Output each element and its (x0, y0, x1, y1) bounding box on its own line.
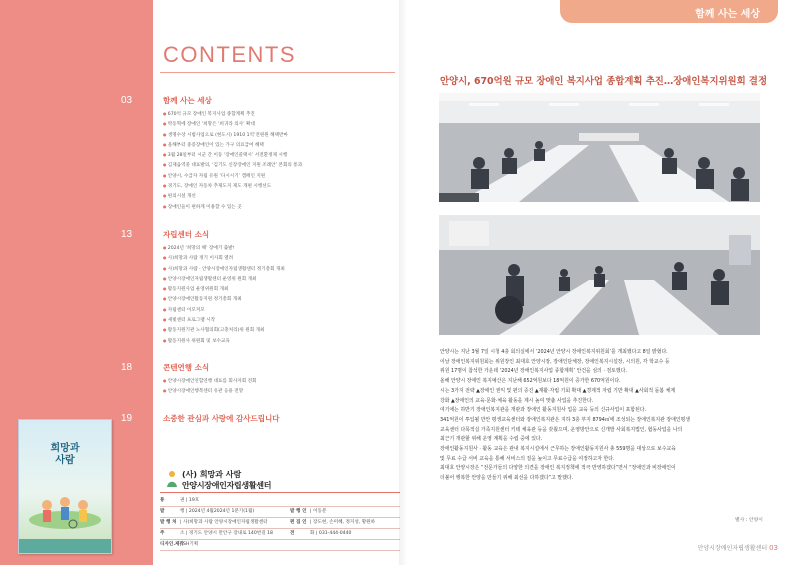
article-line: 최근기 개관할 위해 운영 계획을 수립 중에 있다. (440, 436, 543, 443)
section-tab-label: 함께 사는 세상 (695, 9, 760, 20)
footer-label: 안양시장애인자립생활센터 (697, 545, 768, 552)
org-name: 안양시장애인자립생활센터 (182, 481, 272, 490)
publication-info (160, 496, 400, 551)
toc-item[interactable]: ● 활동지원기관 노사협의회(고충처리)위 원회 개최 (163, 325, 398, 335)
info-row (160, 518, 400, 529)
info-k: 발 (160, 509, 165, 514)
info-k: 주 (160, 531, 165, 536)
article-line: 더불어 행복한 안양을 만들기 위해 최선을 다하겠다”고 말했다. (440, 475, 574, 482)
meeting-photo-image (439, 93, 760, 202)
article-line: 올해 안양시 장애인 복지예산은 지난해 652억원보다 18억원이 증가한 670억원이다. (440, 378, 621, 385)
page-footer (698, 543, 778, 552)
org-name-small: (사) 희망과 사람 (182, 470, 242, 479)
toc-item[interactable]: ● 장애인들이 편하게 이용할 수 있는 곳 (163, 202, 398, 212)
info-v2: | 이동분 (310, 509, 327, 514)
toc-item[interactable]: ● 2024년 ‘희망의 해’ 장애기 출발! (163, 243, 398, 253)
toc-item[interactable]: ● 자립센터 이모저모 (163, 305, 398, 315)
info-divider (160, 492, 400, 493)
article-line: 교육센터 다목적실 가족지원센터 키테 체육관 등을 갖췄으며, 운영방안으로 신개발 사회복지법인, 협동사업을 나의 (440, 426, 683, 433)
info-k: 발 행 처 (160, 520, 177, 525)
info-v2: | 장도현, 손미혜, 정지성, 황원하 (310, 520, 376, 525)
article-line: 시는 3가지 전략 ▲장애인 권익 및 편의 증진 ▲재활·자립 기회 확대 ▲경제적 자립 기반 확대 ▲사회적 돌봄 체계 (440, 387, 676, 394)
article-line: 강화 ▲장애인의 교육·문화·체육 활동을 제시 높여 맞춤 사업을 추진한다. (440, 397, 594, 404)
toc-section-title[interactable]: 콘텐연행 소식 (163, 363, 210, 372)
toc-section-title[interactable]: 자립센터 소식 (163, 230, 210, 239)
toc-section (163, 413, 398, 427)
article-line: 341억원이 투입될 만안 평생교육센터와 장애인복지관은 지하 3층 부지 8794㎡에 조성되는 장애인복지관 장애인평생 (440, 416, 691, 423)
org-logo-icon (165, 470, 179, 488)
article-line: 안양시는 지난 3월 7일 시청 4층 회의실에서 ‘2024년 안양시 장애인복지위원회’를 개최했다고 8일 밝혔다. (440, 349, 668, 355)
info-k: 디자인.제작 (160, 542, 184, 547)
info-v: | SH기획 (180, 542, 199, 547)
toc-item[interactable]: ● 안양시, 수급자 자립 유원 ‘다시시기’ 캠페인 지원 (163, 171, 398, 181)
toc-item[interactable]: ● 생명수상 시범사업으로 (현도시) 1910 1억’전원원 해택반마 (163, 130, 398, 140)
meeting-photo (439, 93, 760, 202)
section-number: 03 (121, 95, 133, 106)
toc-section (163, 95, 398, 212)
info-v: 권 | 19호 (180, 498, 200, 503)
info-v: 행 | 2024년 4월2024년 1분기(1월) (180, 509, 255, 514)
toc-item[interactable]: ● 편의시설 개선 (163, 191, 398, 201)
toc-item[interactable]: ● 올해부터 중증장애인이 있는 가구 의료급여 혜택 (163, 140, 398, 150)
info-k2: 편 집 인 (290, 520, 307, 525)
toc-item[interactable]: ● 안양시장애인자립생활센터 운영위 원회 개최 (163, 274, 398, 284)
info-v2: 화 | 031-444-0440 (310, 531, 352, 536)
toc-item[interactable]: ● 활동지원사업 운영위원회 개최 (163, 284, 398, 294)
meeting-photo (439, 215, 760, 335)
contents-title: CONTENTS (163, 42, 296, 67)
toc-list (163, 243, 398, 346)
photo-credit: 별사 : 안양시 (735, 518, 763, 523)
article-line: 위원 17명이 참석한 가운데 ‘2024년 장애인복지사업 종합계획’ 안건을 심의 · 검토했다. (440, 368, 627, 375)
toc-item[interactable]: ● 사)희망과 사람 정기 이사회 열려 (163, 253, 398, 263)
article-body (440, 348, 762, 484)
toc-section-title[interactable]: 소중한 관심과 사랑에 감사드립니다 (163, 414, 280, 423)
toc-item[interactable]: ● 안양시장애인행복센터 유관 응용 전망 (163, 386, 398, 396)
cover-bottom-strip (19, 539, 111, 553)
page-gutter (399, 0, 407, 565)
toc-item[interactable]: ● 사)희망과 사람 · 안양시장애인자립생활센터 정기총회 개최 (163, 264, 398, 274)
magazine-cover-thumbnail (18, 419, 112, 554)
article-line: 최대호 안양시장은 “전문가들의 다양한 의견을 장애인 복지정책에 적극 반영하겠다”면서 “장애인과 비장애인이 (440, 465, 676, 472)
toc-item[interactable]: ● 활동지원사 위원회 및 보수교육 (163, 336, 398, 346)
section-number: 19 (121, 413, 133, 424)
info-k2: 발 행 인 (290, 509, 307, 514)
contents-divider (160, 72, 395, 73)
toc-item[interactable]: ● 3월 28일부터 시군 간 이동 ‘장애인콜택시’ 서전환정제 시행 (163, 150, 398, 160)
org-logo (165, 468, 395, 492)
toc-item[interactable]: ● 670억 규모 장애인 복지사업 종합계획 추진 (163, 109, 398, 119)
toc-item[interactable]: ● 새빛센터 프로그램 시작 (163, 315, 398, 325)
toc-section (163, 229, 398, 346)
meeting-photo-image (439, 215, 760, 335)
toc-item[interactable]: ● 경기도, 장애인 자동차 추제도지 제도 개편 시행선도 (163, 181, 398, 191)
toc-item[interactable]: ● 안양시장애인연합연행 대표를 회사자회 전회 (163, 376, 398, 386)
info-row (160, 496, 400, 507)
info-v: | 사)희망과 사람 안양시장애인자립생활센터 (180, 520, 268, 525)
info-row (160, 507, 400, 518)
cover-title: 희망과 사람 (50, 443, 80, 466)
toc-item[interactable]: ● 박동혁에 장애인 ‘희망은 ‘희귀라 의사’ 확대 (163, 119, 398, 129)
article-line: 장애인활동지원사 · 활동 교육은 관내 복지시설에서 근무하는 장애인활동지원사 총 559명을 대상으로 보수교육 (440, 446, 676, 453)
toc-section (163, 362, 398, 397)
toc-list (163, 376, 398, 397)
toc-item[interactable]: ● 안양시장애인활동지원 정기총회 개최 (163, 294, 398, 304)
article-headline: 안양시, 670억원 규모 장애인 복지사업 종합계획 추진…장애인복지위원회 결정 (440, 76, 768, 87)
info-k: 통 (160, 498, 165, 503)
article-line: 여기에는 하반기 장애인복지관을 개관과 장애인 활동지원사 업을 교육 등의 신규사업이 포함된다. (440, 407, 647, 414)
info-v: 소 | 경기도 안양시 만안구 장내로 140번길 18 (180, 531, 273, 536)
info-row (160, 540, 400, 551)
toc-list (163, 109, 398, 212)
info-k2: 전 (290, 531, 295, 536)
section-number: 13 (121, 229, 133, 240)
article-line: 및 무료 수급 서비 교육을 통해 서비스의 질을 높이고 무료수급을 여정하고자 한다. (440, 455, 615, 462)
page-number: 03 (769, 544, 778, 552)
toc-section-title[interactable]: 함께 사는 세상 (163, 96, 212, 105)
section-number: 18 (121, 362, 133, 373)
cover-illustration-icon (25, 480, 105, 535)
section-tab (560, 0, 778, 23)
toc-item[interactable]: ● 김제읍역중 대표발의, ‘김기도 신장장애인 지원 조례안’ 본회의 통과 (163, 160, 398, 170)
info-row (160, 529, 400, 540)
article-line: 이날 장애인복지위원회는 위원장인 최대호 안양시장, 장애인단체장, 장애인복지시설장, 시의원, 각 학교수 등 (440, 358, 670, 365)
